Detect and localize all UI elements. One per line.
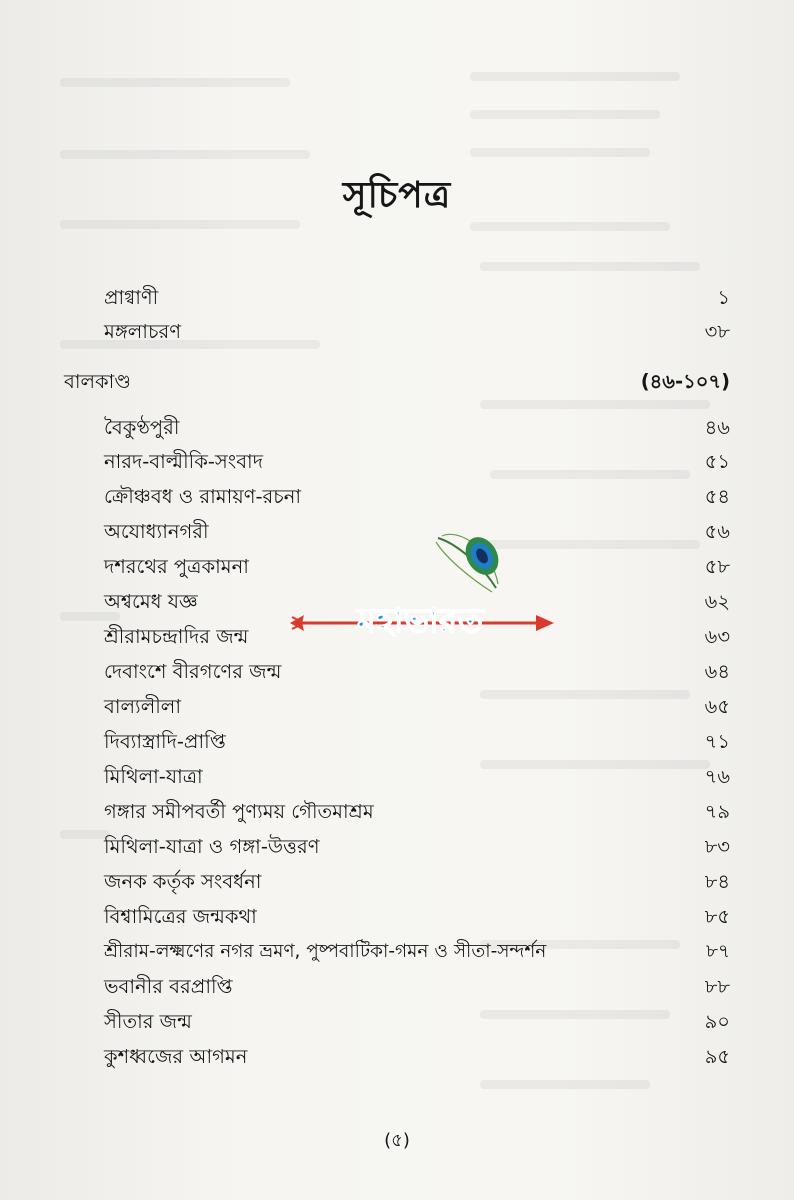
toc-entry-title: শ্রীরাম-লক্ষ্মণের নগর ভ্রমণ, পুষ্পবাটিকা-গমন ও সীতা-সন্দর্শন (104, 941, 547, 962)
toc-entry (0, 479, 794, 515)
toc-entry-title: অযোধ্যানগরী (104, 520, 209, 543)
toc-entry-page: ৮৩ (704, 835, 730, 858)
toc-entry-title: ক্রৌঞ্চবধ ও রামায়ণ-রচনা (104, 485, 302, 508)
toc-entry-title: ভবানীর বরপ্রাপ্তি (104, 975, 233, 998)
toc-entry-page: ৫৪ (704, 485, 730, 508)
toc-entry (0, 1004, 794, 1040)
toc-entry-page: ৮৭ (705, 941, 730, 962)
toc-entry-page: ৬৩ (704, 625, 730, 648)
toc-entry-title: দিব্যাস্ত্রাদি-প্রাপ্তি (104, 730, 226, 753)
toc-entry-page: ৫১ (704, 450, 730, 473)
toc-entry-page: ৭৬ (704, 765, 730, 788)
toc-entry-title: গঙ্গার সমীপবর্তী পুণ্যময় গৌতমাশ্রম (104, 800, 374, 823)
toc-section-heading (0, 364, 794, 400)
toc-entry (0, 410, 794, 446)
toc-entry (0, 934, 794, 970)
toc-entry (0, 864, 794, 900)
toc-entry-page: ৬৫ (704, 695, 730, 718)
toc-entry (0, 444, 794, 480)
toc-entry (0, 654, 794, 690)
toc-entry-title: মিথিলা-যাত্রা ও গঙ্গা-উত্তরণ (104, 835, 320, 858)
toc-section-title: বালকাণ্ড (64, 370, 131, 393)
toc-section-page-range: (৪৬-১০৭) (640, 370, 730, 393)
toc-entry-page: ৬৪ (704, 660, 730, 683)
toc-entry-title: শ্রীরামচন্দ্রাদির জন্ম (104, 625, 249, 648)
toc-entry (0, 689, 794, 725)
toc-entry-page: ৪৬ (704, 416, 730, 439)
toc-entry-page: ৫৬ (704, 520, 730, 543)
toc-entry-page: ৫৮ (704, 555, 730, 578)
toc-entry-title: প্রাগ্বাণী (104, 286, 159, 309)
peacock-feather-icon (436, 531, 505, 592)
toc-entry (0, 314, 794, 350)
toc-entry (0, 899, 794, 935)
toc-entry-title: মঙ্গলাচরণ (104, 320, 181, 343)
toc-entry-title: দেবাংশে বীরগণের জন্ম (104, 660, 282, 683)
toc-entry-title: জনক কর্তৃক সংবর্ধনা (104, 870, 262, 893)
toc-entry-page: ৯৫ (704, 1045, 730, 1068)
toc-entry-title: মিথিলা-যাত্রা (104, 765, 203, 788)
toc-entry (0, 724, 794, 760)
toc-entry-title: কুশধ্বজের আগমন (104, 1045, 248, 1068)
page-title: সূচিপত্র (342, 175, 452, 216)
toc-entry-page: ৮৮ (704, 975, 730, 998)
toc-entry (0, 829, 794, 865)
watermark-logo (270, 528, 570, 648)
watermark-text: মহাভারত (356, 601, 484, 641)
toc-entry-page: ৮৪ (704, 870, 730, 893)
toc-entry-page: ৭৯ (704, 800, 730, 823)
toc-entry-title: নারদ-বাল্মীকি-সংবাদ (104, 450, 263, 473)
toc-entry (0, 794, 794, 830)
toc-entry-title: বৈকুণ্ঠপুরী (104, 416, 180, 439)
toc-entry-title: বাল্যলীলা (104, 695, 181, 718)
toc-entry (0, 280, 794, 316)
toc-entry-page: ৮৫ (704, 905, 730, 928)
toc-entry-page: ১ (717, 286, 730, 309)
toc-entry (0, 759, 794, 795)
toc-entry-page: ৭১ (704, 730, 730, 753)
toc-entry (0, 1039, 794, 1075)
toc-entry-page: ৩৮ (704, 320, 730, 343)
toc-entry-title: দশরথের পুত্রকামনা (104, 555, 249, 578)
toc-entry-title: বিশ্বামিত্রের জন্মকথা (104, 905, 257, 928)
toc-entry-title: অশ্বমেধ যজ্ঞ (104, 590, 198, 613)
toc-entry-page: ৯০ (704, 1010, 730, 1033)
toc-entry-page: ৬২ (704, 590, 730, 613)
toc-entry-title: সীতার জন্ম (104, 1010, 192, 1033)
toc-entry (0, 969, 794, 1005)
page-number: (৫) (384, 1130, 410, 1151)
